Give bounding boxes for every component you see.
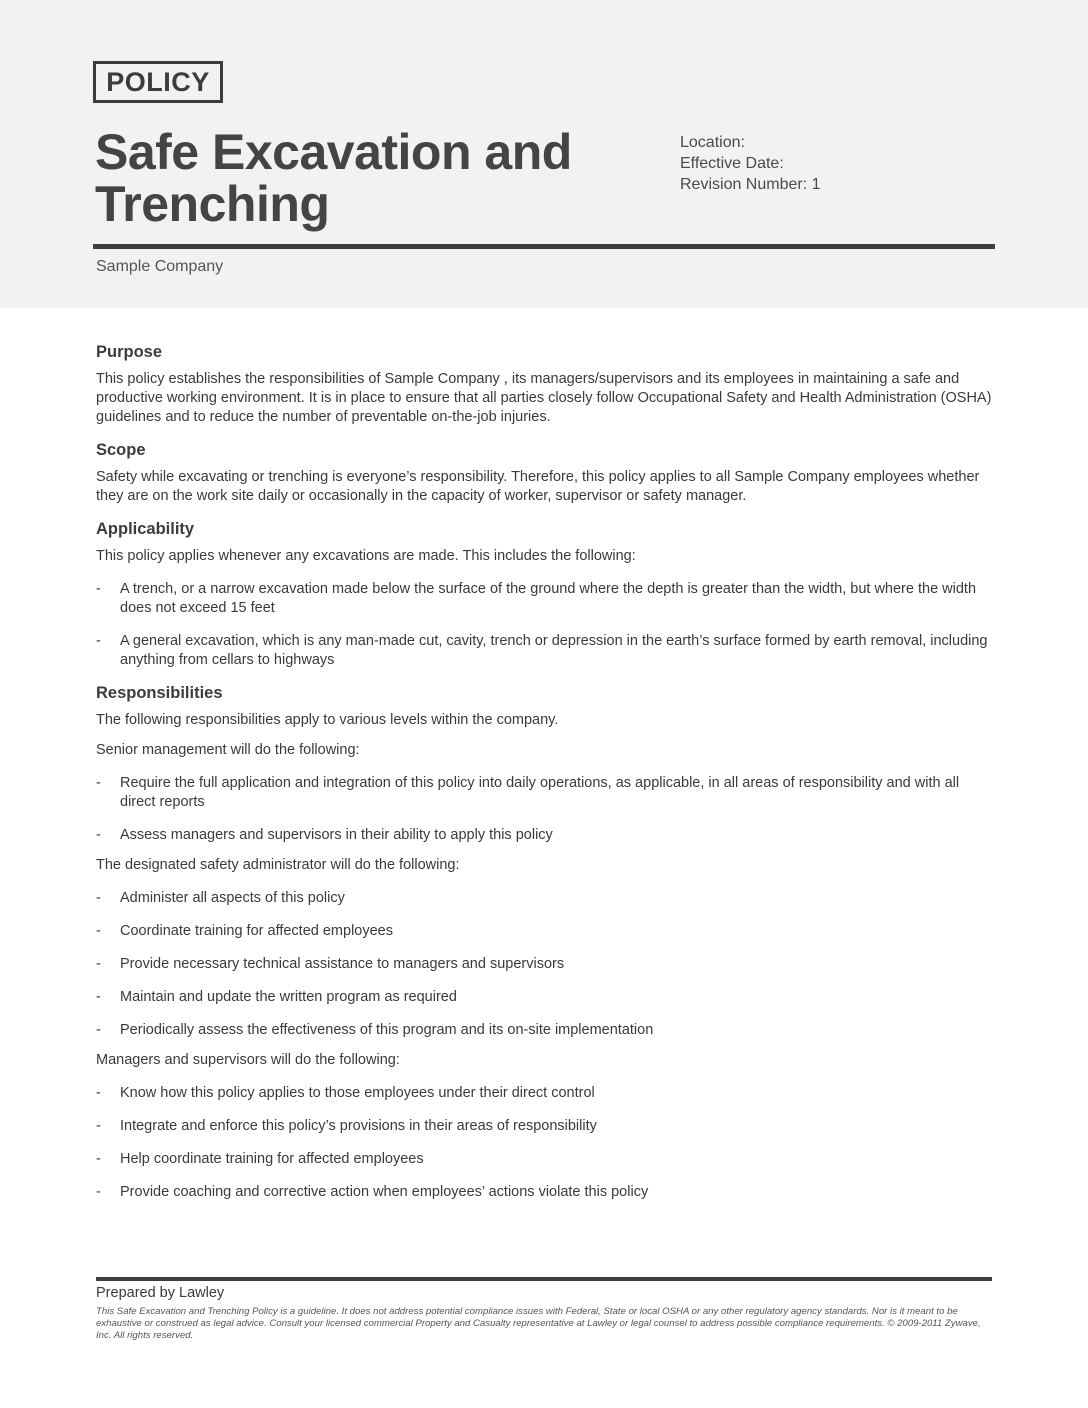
list-item: - Assess managers and supervisors in their ability to apply this policy — [96, 826, 996, 845]
document-meta — [680, 132, 821, 195]
list-item: - Provide coaching and corrective action when employees’ actions violate this policy — [96, 1183, 996, 1202]
managers-intro: Managers and supervisors will do the following: — [96, 1052, 400, 1068]
location-label: Location: — [680, 134, 745, 151]
footer-divider — [96, 1277, 992, 1281]
revision-label: Revision Number: 1 — [680, 176, 821, 193]
list-item: - Administer all aspects of this policy — [96, 889, 996, 908]
list-item: - Periodically assess the effectiveness of this program and its on-site implementation — [96, 1021, 996, 1040]
header-divider — [93, 244, 995, 249]
senior-management-list — [96, 774, 996, 845]
safety-administrator-intro: The designated safety administrator will do the following: — [96, 857, 460, 873]
list-item: - Provide necessary technical assistance to managers and supervisors — [96, 955, 996, 974]
list-item: - Require the full application and integration of this policy into daily operations, as applicable, in all areas of responsibility and with all direct reports — [96, 774, 996, 812]
purpose-section — [96, 341, 996, 427]
prepared-by: Prepared by Lawley — [96, 1285, 225, 1301]
list-item: - Know how this policy applies to those employees under their direct control — [96, 1084, 996, 1103]
scope-heading: Scope — [96, 441, 146, 459]
applicability-list — [96, 580, 996, 670]
header-band — [0, 0, 1088, 308]
scope-section — [96, 439, 996, 506]
responsibilities-intro: The following responsibilities apply to various levels within the company. — [96, 712, 559, 728]
list-item: - Coordinate training for affected employees — [96, 922, 996, 941]
scope-text: Safety while excavating or trenching is everyone’s responsibility. Therefore, this policy applies to all Sample Company employees whether they are on the work site daily or occasionally in the capacity of worker, supervisor or safety manager. — [96, 469, 980, 504]
policy-badge: POLICY — [93, 61, 223, 103]
responsibilities-section — [96, 682, 996, 1202]
list-item: - A trench, or a narrow excavation made below the surface of the ground where the depth is greater than the width, but where the width does not exceed 15 feet — [96, 580, 996, 618]
purpose-text: This policy establishes the responsibilities of Sample Company , its managers/supervisors and its employees in maintaining a safe and productive working environment. It is in place to ensure that all parties closely follow Occupational Safety and Health Administration (OSHA) guidelines and to reduce the number of preventable on-the-job injuries. — [96, 371, 992, 425]
list-item: - Maintain and update the written program as required — [96, 988, 996, 1007]
list-item: - A general excavation, which is any man-made cut, cavity, trench or depression in the earth’s surface formed by earth removal, including anything from cellars to highways — [96, 632, 996, 670]
responsibilities-heading: Responsibilities — [96, 684, 223, 702]
disclaimer: This Safe Excavation and Trenching Policy is a guideline. It does not address potential compliance issues with Federal, State or local OSHA or any other regulatory agency standards. Nor is it meant to be exhaustive or construed as legal advice. Consult your licensed commercial Property and Casualty representative at Lawley or legal counsel to address possible compliance requirements. © 2009-2011 Zywave, Inc. All rights reserved. — [96, 1306, 981, 1341]
company-name: Sample Company — [96, 258, 224, 275]
applicability-heading: Applicability — [96, 520, 195, 538]
page-title: Safe Excavation and Trenching — [95, 124, 572, 232]
applicability-intro: This policy applies whenever any excavations are made. This includes the following: — [96, 548, 636, 564]
senior-management-intro: Senior management will do the following: — [96, 742, 360, 758]
policy-content — [96, 341, 996, 1214]
purpose-heading: Purpose — [96, 343, 163, 361]
safety-administrator-list — [96, 889, 996, 1040]
managers-list — [96, 1084, 996, 1202]
list-item: - Integrate and enforce this policy’s provisions in their areas of responsibility — [96, 1117, 996, 1136]
list-item: - Help coordinate training for affected employees — [96, 1150, 996, 1169]
effective-date-label: Effective Date: — [680, 155, 784, 172]
applicability-section — [96, 518, 996, 670]
